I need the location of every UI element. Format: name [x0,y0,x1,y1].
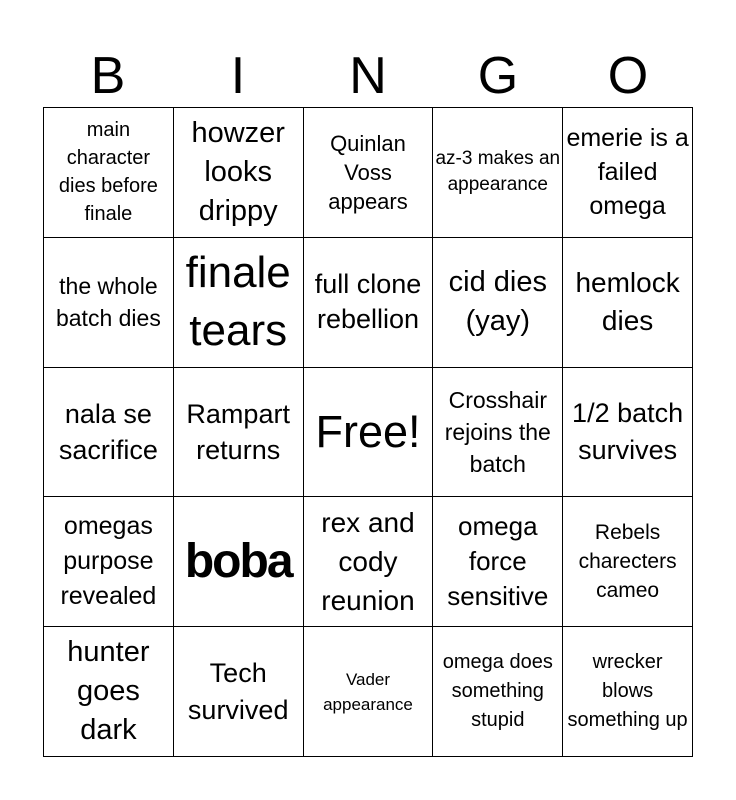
bingo-cell[interactable] [433,368,563,498]
cell-text: Rebels charecters cameo [578,521,677,603]
bingo-cell[interactable] [563,368,693,498]
cell-text: Vader appearance [323,669,413,714]
bingo-cell[interactable] [44,497,174,627]
bingo-cell[interactable] [304,238,434,368]
cell-text: Quinlan Voss appears [328,130,408,214]
cell-text: az-3 makes an appearance [435,148,561,196]
cell-text: Crosshair rejoins the batch [444,386,551,477]
header-letter-g: G [477,47,519,105]
cell-text: wrecker blows something up [567,651,688,732]
cell-text: main character dies before finale [58,119,158,226]
bingo-cell[interactable] [174,108,304,238]
bingo-cell[interactable] [44,368,174,498]
cell-text: Rampart returns [186,398,290,465]
bingo-cell[interactable] [563,497,693,627]
bingo-cell[interactable] [44,108,174,238]
cell-text: omegas purpose revealed [60,512,157,611]
bingo-cell[interactable] [304,108,434,238]
bingo-cell[interactable] [563,627,693,757]
cell-text: howzer looks drippy [191,116,285,227]
header-letter-n: N [349,47,387,105]
bingo-cell[interactable] [44,238,174,368]
bingo-cell[interactable] [174,627,304,757]
cell-text: Tech survived [187,657,289,725]
cell-text: the whole batch dies [55,273,161,332]
bingo-header [43,44,693,108]
bingo-cell[interactable] [433,497,563,627]
cell-text: 1/2 batch survives [572,397,684,465]
header-letter-i: I [230,47,246,105]
cell-text: finale tears [185,248,291,356]
cell-text: cid dies (yay) [448,266,547,338]
bingo-cell[interactable] [433,627,563,757]
cell-text: rex and cody reunion [321,507,415,617]
header-letter-o: O [607,47,649,105]
cell-text: hemlock dies [575,267,680,337]
header-letter-b: B [90,47,126,105]
bingo-cell[interactable] [433,108,563,238]
cell-text: boba [184,534,292,588]
cell-text: omega force sensitive [447,511,549,612]
free-space-text: Free! [315,405,421,457]
cell-text: nala se sacrifice [58,398,158,465]
cell-text: hunter goes dark [67,636,150,747]
bingo-cell[interactable] [174,368,304,498]
bingo-cell[interactable] [44,627,174,757]
bingo-cell[interactable] [433,238,563,368]
free-space-cell[interactable] [304,368,434,498]
bingo-grid [43,107,693,757]
bingo-cell[interactable] [304,497,434,627]
cell-text: omega does something stupid [442,651,553,732]
cell-text: emerie is a failed omega [566,124,689,221]
cell-text: full clone rebellion [314,269,422,335]
bingo-cell[interactable] [563,108,693,238]
bingo-cell[interactable] [304,627,434,757]
bingo-cell[interactable] [174,238,304,368]
bingo-cell[interactable] [174,497,304,627]
bingo-cell[interactable] [563,238,693,368]
